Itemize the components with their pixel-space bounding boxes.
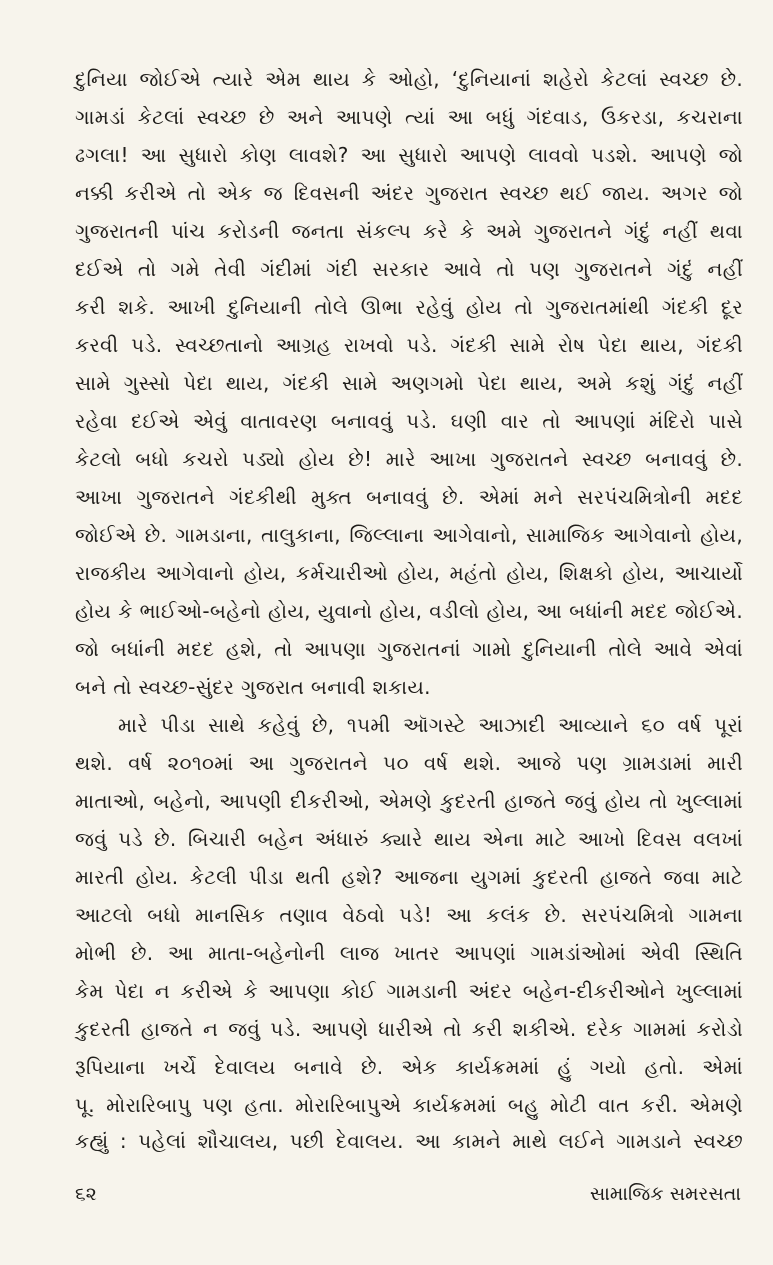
text-line: જવું પડે છે. બિચારી બહેન અંધારું ક્યારે થાય એના માટે આખો દિવસ વલખાં [75, 827, 743, 851]
text-line: રૂપિયાના ખર્ચે દેવાલય બનાવે છે. એક કાર્યક્રમમાં હું ગયો હતો. એમાં [75, 1055, 743, 1079]
page-number: ૬૨ [75, 1183, 97, 1205]
text-line: સામે ગુસ્સો પેદા થાય, ગંદકી સામે અણગમો પેદા થાય, અમે કશું ગંદું નહીં [75, 371, 743, 395]
text-line: કહ્યું : પહેલાં શૌચાલય, પછી દેવાલય. આ કામને માથે લઈને ગામડાને સ્વચ્છ [75, 1129, 743, 1153]
text-line: કેમ પેદા ન કરીએ કે આપણા કોઈ ગામડાની અંદર બહેન-દીકરીઓને ખુલ્લામાં [75, 979, 743, 1003]
text-line: હોય કે ભાઈઓ-બહેનો હોય, યુવાનો હોય, વડીલો હોય, આ બધાંની મદદ જોઈએ. [75, 599, 743, 623]
text-line: મારતી હોય. કેટલી પીડા થતી હશે? આજના યુગમાં કુદરતી હાજતે જવા માટે [75, 865, 743, 889]
text-line: ગુજરાતની પાંચ કરોડની જનતા સંકલ્પ કરે કે અમે ગુજરાતને ગંદું નહીં થવા [75, 219, 743, 243]
text-line: નક્કી કરીએ તો એક જ દિવસની અંદર ગુજરાત સ્વચ્છ થઈ જાય. અગર જો [75, 181, 743, 205]
text-line: મારે પીડા સાથે કહેવું છે, ૧૫મી ઑગસ્ટે આઝાદી આવ્યાને ૬૦ વર્ષ પૂરાં [118, 713, 743, 737]
text-line: પૂ. મોરારિબાપુ પણ હતા. મોરારિબાપુએ કાર્યક્રમમાં બહુ મોટી વાત કરી. એમણે [75, 1093, 743, 1117]
text-line: કરી શકે. આખી દુનિયાની તોલે ઊભા રહેવું હોય તો ગુજરાતમાંથી ગંદકી દૂર [75, 295, 743, 319]
running-title: સામાજિક સમરસતા [589, 1183, 741, 1205]
text-line: બને તો સ્વચ્છ-સુંદર ગુજરાત બનાવી શકાય. [75, 675, 431, 699]
text-line: ઢગલા! આ સુધારો કોણ લાવશે? આ સુધારો આપણે લાવવો પડશે. આપણે જો [75, 143, 743, 167]
text-line: આખા ગુજરાતને ગંદકીથી મુક્ત બનાવવું છે. એમાં મને સરપંચમિત્રોની મદદ [75, 485, 743, 509]
text-line: આટલો બધો માનસિક તણાવ વેઠવો પડે! આ કલંક છે. સરપંચમિત્રો ગામના [75, 903, 743, 927]
text-line: કુદરતી હાજતે ન જવું પડે. આપણે ધારીએ તો કરી શકીએ. દરેક ગામમાં કરોડો [75, 1017, 743, 1041]
text-line: રાજકીય આગેવાનો હોય, કર્મચારીઓ હોય, મહંતો હોય, શિક્ષકો હોય, આચાર્યો [75, 561, 743, 585]
text-line: દઈએ તો ગમે તેવી ગંદીમાં ગંદી સરકાર આવે તો પણ ગુજરાતને ગંદું નહીં [75, 257, 743, 281]
text-line: જો બધાંની મદદ હશે, તો આપણા ગુજરાતનાં ગામો દુનિયાની તોલે આવે એવાં [75, 637, 743, 661]
text-line: માતાઓ, બહેનો, આપણી દીકરીઓ, એમણે કુદરતી હાજતે જવું હોય તો ખુલ્લામાં [75, 789, 743, 813]
text-line: કેટલો બધો કચરો પડ્યો હોય છે! મારે આખા ગુજરાતને સ્વચ્છ બનાવવું છે. [75, 447, 743, 471]
text-line: જોઈએ છે. ગામડાના, તાલુકાના, જિલ્લાના આગેવાનો, સામાજિક આગેવાનો હોય, [75, 523, 743, 547]
text-line: કરવી પડે. સ્વચ્છતાનો આગ્રહ રાખવો પડે. ગંદકી સામે રોષ પેદા થાય, ગંદકી [75, 333, 743, 357]
text-line: ગામડાં કેટલાં સ્વચ્છ છે અને આપણે ત્યાં આ બધું ગંદવાડ, ઉકરડા, કચરાના [75, 105, 743, 129]
text-line: રહેવા દઈએ એવું વાતાવરણ બનાવવું પડે. ઘણી વાર તો આપણાં મંદિરો પાસે [75, 409, 743, 433]
text-line: મોભી છે. આ માતા-બહેનોની લાજ ખાતર આપણાં ગામડાંઓમાં એવી સ્થિતિ [75, 941, 743, 965]
text-line: દુનિયા જોઈએ ત્યારે એમ થાય કે ઓહો, ‘દુનિયાનાં શહેરો કેટલાં સ્વચ્છ છે. [75, 67, 743, 91]
text-line: થશે. વર્ષ ૨૦૧૦માં આ ગુજરાતને ૫૦ વર્ષ થશે. આજે પણ ગ્રામડામાં મારી [75, 751, 743, 775]
